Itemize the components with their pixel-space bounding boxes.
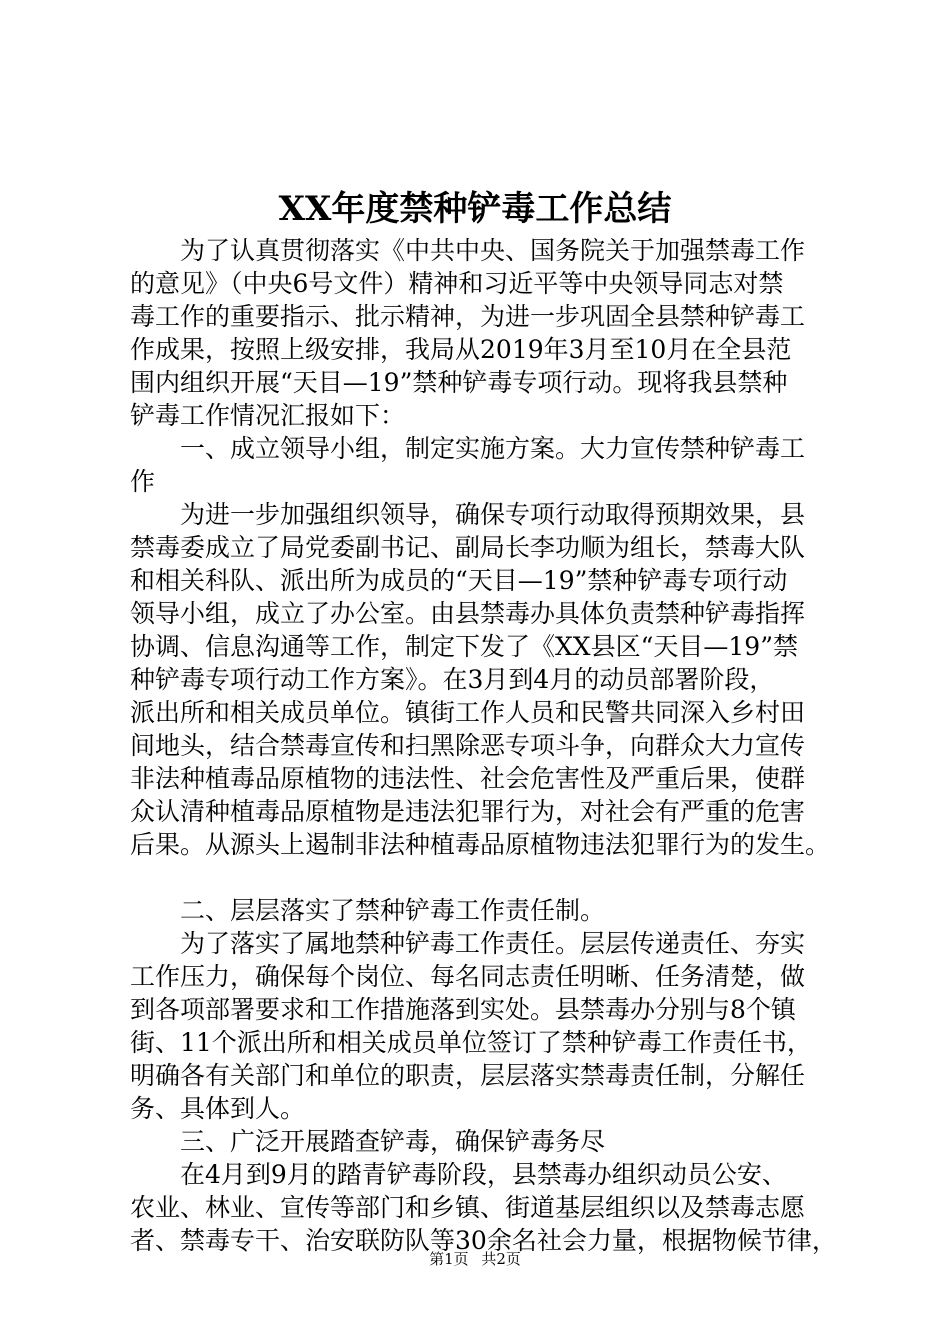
document-body: [130, 234, 842, 1257]
text-line: 一、成立领导小组，制定实施方案。大力宣传禁种铲毒工: [130, 434, 806, 463]
page-number: 第1页: [429, 1250, 469, 1268]
text-line: 农业、林业、宣传等部门和乡镇、街道基层组织以及禁毒志愿: [130, 1193, 806, 1222]
text-line: 者、禁毒专干、治安联防队等30余名社会力量，根据物候节律，: [130, 1226, 837, 1255]
text-line: 作成果，按照上级安排，我局从2019年3月至10月在全县范: [130, 335, 792, 364]
text-line: 后果。从源头上遏制非法种植毒品原植物违法犯罪行为的发生。: [130, 830, 831, 859]
text-line: 在4月到9月的踏青铲毒阶段，县禁毒办组织动员公安、: [130, 1160, 787, 1189]
text-line: 毒工作的重要指示、批示精神，为进一步巩固全县禁种铲毒工: [130, 302, 806, 331]
text-line: 协调、信息沟通等工作，制定下发了《XX县区“天目—19”禁: [130, 632, 798, 661]
page-footer: [0, 1248, 950, 1270]
text-line: 众认清种植毒品原植物是违法犯罪行为，对社会有严重的危害: [130, 797, 806, 826]
text-line: 领导小组，成立了办公室。由县禁毒办具体负责禁种铲毒指挥: [130, 599, 806, 628]
text-line: 和相关科队、派出所为成员的“天目—19”禁种铲毒专项行动: [130, 566, 788, 595]
text-line: 派出所和相关成员单位。镇街工作人员和民警共同深入乡村田: [130, 698, 806, 727]
text-line: 街、11个派出所和相关成员单位签订了禁种铲毒工作责任书，: [130, 1028, 812, 1057]
text-line: 务、具体到人。: [130, 1094, 306, 1123]
text-line: 铲毒工作情况汇报如下：: [130, 401, 406, 430]
text-line: 非法种植毒品原植物的违法性、社会危害性及严重后果，使群: [130, 764, 806, 793]
text-line: 禁毒委成立了局党委副书记、副局长李功顺为组长，禁毒大队: [130, 533, 806, 562]
text-line: 明确各有关部门和单位的职责，层层落实禁毒责任制，分解任: [130, 1061, 806, 1090]
text-line: 三、广泛开展踏查铲毒，确保铲毒务尽: [130, 1127, 606, 1156]
text-line: 到各项部署要求和工作措施落到实处。县禁毒办分别与8个镇: [130, 995, 796, 1024]
text-line: 种铲毒专项行动工作方案》。在3月到4月的动员部署阶段，: [130, 665, 775, 694]
text-line: 的意见》（中央6号文件）精神和习近平等中央领导同志对禁: [130, 269, 784, 298]
text-line: 围内组织开展“天目—19”禁种铲毒专项行动。现将我县禁种: [130, 368, 788, 397]
text-line: 为进一步加强组织领导，确保专项行动取得预期效果，县: [130, 500, 806, 529]
text-line: 二、层层落实了禁种铲毒工作责任制。: [130, 896, 606, 925]
text-line: 为了落实了属地禁种铲毒工作责任。层层传递责任、夯实: [130, 929, 806, 958]
text-line: 为了认真贯彻落实《中共中央、国务院关于加强禁毒工作: [130, 236, 806, 265]
text-line: [130, 861, 842, 894]
document-title: XX年度禁种铲毒工作总结: [278, 189, 672, 229]
text-line: 作: [130, 467, 156, 496]
text-line: 间地头，结合禁毒宣传和扫黑除恶专项斗争，向群众大力宣传: [130, 731, 806, 760]
text-line: 工作压力，确保每个岗位、每名同志责任明晰、任务清楚，做: [130, 962, 806, 991]
page-total: 共2页: [481, 1250, 521, 1268]
